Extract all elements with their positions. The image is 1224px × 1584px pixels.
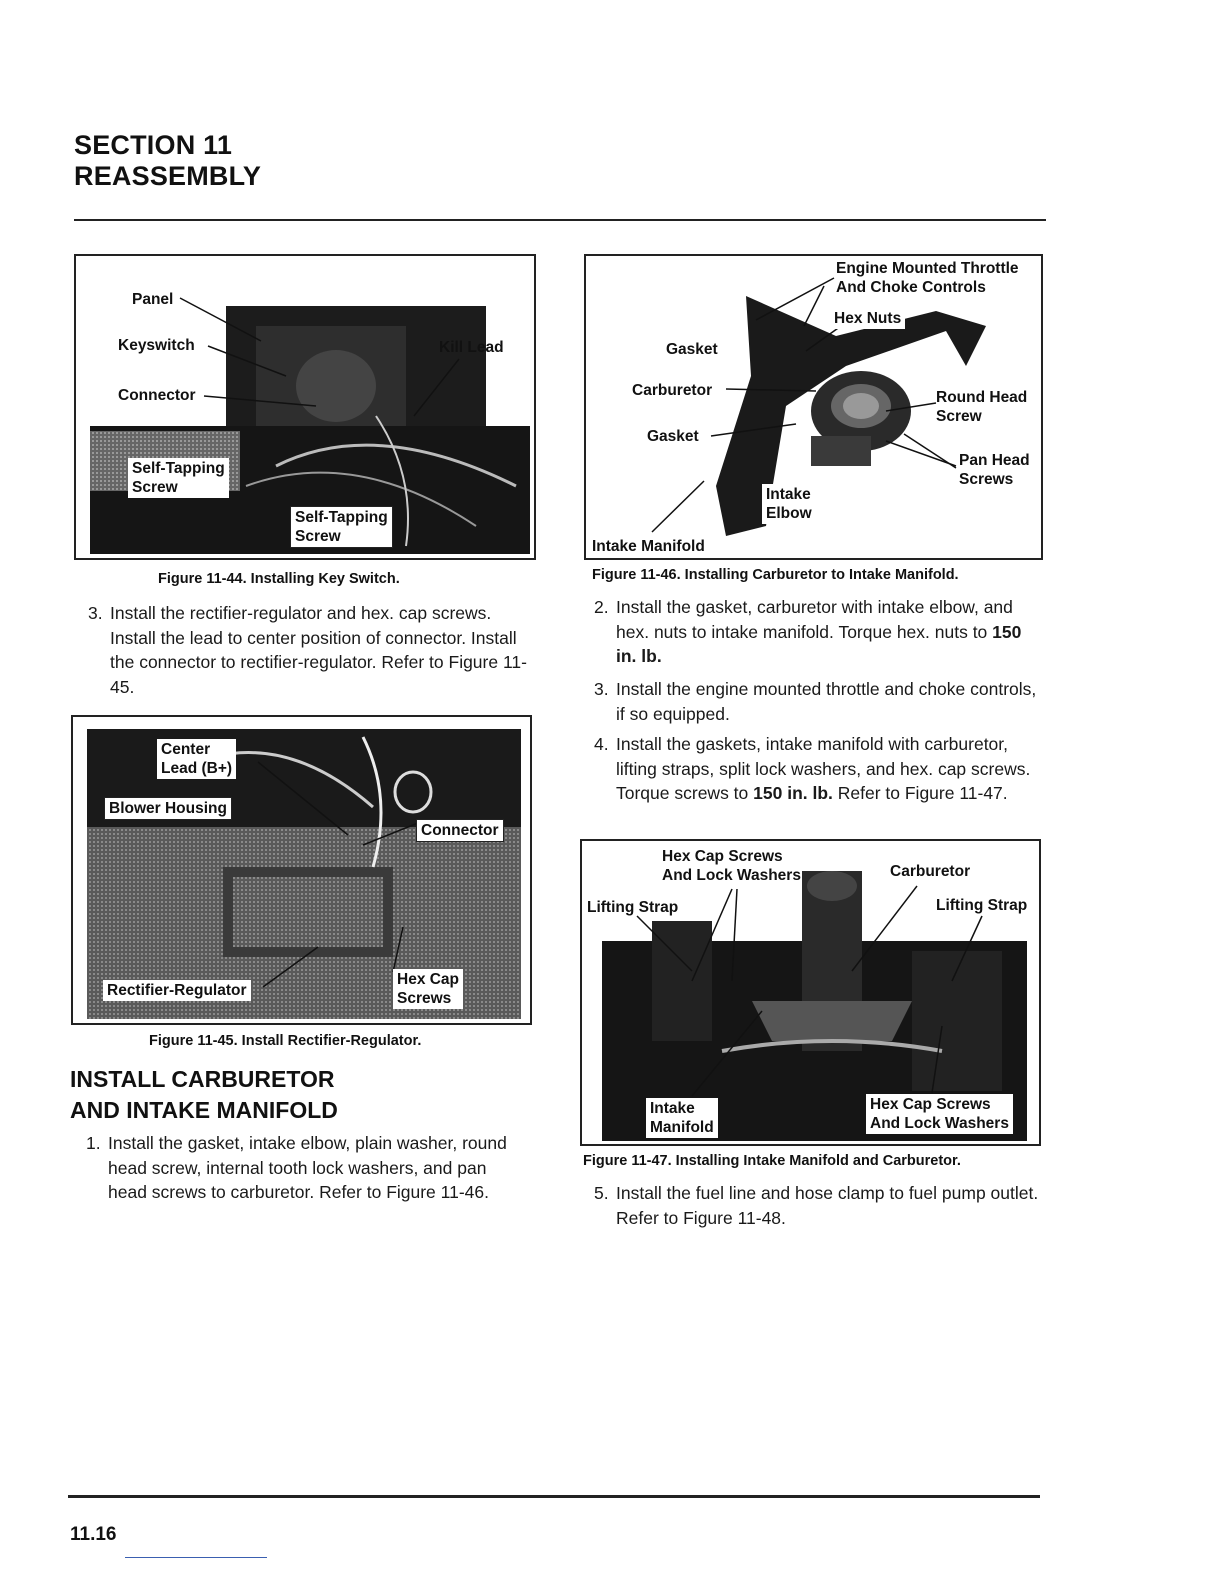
figure-11-44 [74,254,536,560]
label-keyswitch: Keyswitch [118,337,195,354]
label-gasket-bottom: Gasket [647,428,699,445]
label-line: Hex Cap Screws [870,1096,991,1113]
step-text: Install the fuel line and hose clamp to fuel pump outlet. Refer to Figure 11-48. [616,1183,1039,1228]
step-number: 2. [594,597,609,617]
label-intake-manifold: Intake Manifold [592,538,705,555]
footer-rule [68,1495,1040,1498]
label-line: And Lock Washers [662,867,801,884]
figure-11-47 [580,839,1041,1146]
label-connector: Connector [118,387,196,404]
page-number: 11.16 [70,1524,117,1545]
footer-accent-line [125,1557,267,1558]
step-1-left [86,1131,516,1205]
figure-11-45 [71,715,532,1025]
label-intake-elbow [762,484,816,524]
figure-11-46-caption: Figure 11-46. Installing Carburetor to Intake Manifold. [592,567,959,583]
step-2-right [594,595,1046,669]
step-text: Install the gasket, intake elbow, plain washer, round head screw, internal tooth lock washers, and pan head screws to carburetor. Refer to Figure 11-46. [108,1133,507,1202]
label-line: Manifold [650,1119,714,1136]
section-number: SECTION 11 [74,130,233,160]
label-hex-cap-screws-bottom [866,1094,1013,1134]
heading-line: INSTALL CARBURETOR [70,1066,335,1092]
label-round-head-screw [936,388,1027,426]
label-line: Intake [766,486,811,503]
label-line: Screws [397,990,452,1007]
label-line: Center [161,741,211,758]
step-text-part: Install the gasket, carburetor with intake elbow, and hex. nuts to intake manifold. Torque hex. nuts to [616,597,1013,642]
label-rectifier-regulator: Rectifier-Regulator [103,980,251,1001]
torque-value: 150 in. lb. [753,783,833,803]
step-4-right [594,732,1046,806]
label-line: Hex Cap Screws [662,848,783,865]
label-carburetor: Carburetor [632,382,713,399]
label-line: Screws [959,471,1014,488]
label-engine-mounted-controls [836,259,1019,297]
figure-11-45-caption: Figure 11-45. Install Rectifier-Regulator. [149,1033,422,1049]
install-carburetor-heading [70,1064,338,1126]
label-line: Lead (B+) [161,760,233,777]
label-blower-housing: Blower Housing [104,797,232,820]
rectifier-regulator-photo [73,717,532,1025]
label-self-tapping-screw-right [290,506,393,548]
label-line: Screw [295,528,341,545]
torque-value: 150 in. lb. [616,621,1022,666]
step-text-part: Install the gaskets, intake manifold with carburetor, lifting straps, split lock washers, and hex. cap screws. Torque screws to [616,734,1031,803]
step-number: 3. [88,603,103,623]
step-3-left [88,601,540,699]
section-heading [74,130,261,192]
label-connector: Connector [416,819,504,842]
step-text: Install the engine mounted throttle and choke controls, if so equipped. [616,679,1037,724]
step-text: Install the rectifier-regulator and hex. cap screws. Install the lead to center position of connector. Install the connector to rectifier-regulator. Refer to Figure 11-45. [110,603,527,697]
step-3-right [594,677,1046,726]
section-title: REASSEMBLY [74,161,262,191]
label-lifting-strap-left: Lifting Strap [587,899,679,916]
label-pan-head-screws [959,451,1030,489]
label-hex-nuts: Hex Nuts [830,308,905,329]
label-hex-cap-screws [393,969,463,1009]
label-line: Intake [650,1100,695,1117]
label-center-lead [157,739,236,779]
step-number: 4. [594,734,609,754]
label-hex-cap-screws-top [662,847,801,885]
step-text-part: Refer to Figure 11-47. [832,783,1008,803]
step-text [616,732,1046,806]
step-number: 3. [594,679,609,699]
label-kill-lead: Kill Lead [439,339,504,356]
figure-11-44-caption: Figure 11-44. Installing Key Switch. [158,571,400,587]
label-carburetor: Carburetor [890,863,971,880]
label-line: Hex Cap [397,971,460,988]
heading-line: AND INTAKE MANIFOLD [70,1097,338,1123]
label-panel: Panel [132,291,174,308]
label-intake-manifold [646,1098,718,1138]
label-line: Pan Head [959,452,1030,469]
label-line: Elbow [766,505,812,522]
step-5-right [594,1181,1046,1230]
step-number: 1. [86,1133,101,1153]
label-line: Screw [936,408,982,425]
label-line: Self-Tapping [295,509,388,526]
step-text [616,595,1046,669]
figure-11-46 [584,254,1043,560]
figure-11-47-caption: Figure 11-47. Installing Intake Manifold and Carburetor. [583,1153,961,1169]
label-line: And Choke Controls [836,279,986,296]
label-self-tapping-screw-left [128,458,229,498]
label-line: And Lock Washers [870,1115,1009,1132]
label-line: Engine Mounted Throttle [836,260,1019,277]
label-gasket-top: Gasket [666,341,718,358]
label-lifting-strap-right: Lifting Strap [936,897,1028,914]
label-line: Round Head [936,389,1028,406]
step-number: 5. [594,1183,609,1203]
header-rule [74,219,1046,221]
label-line: Self-Tapping [132,460,225,477]
label-line: Screw [132,479,178,496]
